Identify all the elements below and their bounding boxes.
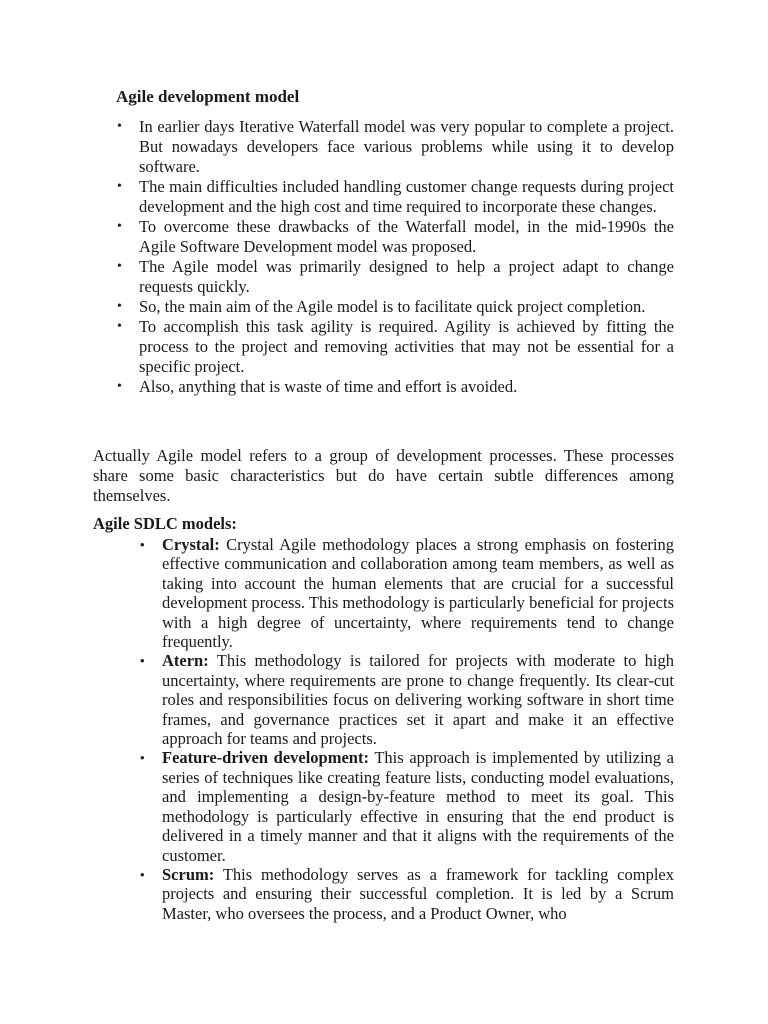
list-item-crystal: [162, 535, 674, 651]
term-description: Crystal Agile methodology places a strong emphasis on fostering effective communication and collaboration among team members, as well as taking into account the human elements that are crucial for a successful development process. This methodology is particularly beneficial for projects with a high degree of uncertainty, where requirements tend to change frequently.: [162, 535, 674, 652]
models-bullet-list: [162, 535, 674, 923]
term-label: Scrum:: [162, 864, 215, 884]
list-item: • So, the main aim of the Agile model is to facilitate quick project completion.: [139, 297, 674, 317]
list-item-atern: [162, 651, 674, 748]
section-heading: Agile SDLC models:: [93, 514, 237, 533]
term-description: This methodology serves as a framework for tackling complex projects and ensuring their successful completion. It is led by a Scrum Master, who oversees the process, and a Product Owner, who: [162, 864, 674, 923]
list-item-feature-driven: [162, 748, 674, 864]
list-item: • Also, anything that is waste of time and effort is avoided.: [139, 377, 674, 397]
list-item: • The Agile model was primarily designed to help a project adapt to change requests quickly.: [139, 257, 674, 297]
list-item: • The main difficulties included handling customer change requests during project development and the high cost and time required to incorporate these changes.: [139, 177, 674, 217]
list-item-scrum: [162, 865, 674, 923]
term-label: Crystal:: [162, 535, 220, 554]
body-paragraph: Actually Agile model refers to a group of development processes. These processes share some basic characteristics but do have certain subtle differences among themselves.: [93, 446, 674, 505]
list-item: • To overcome these drawbacks of the Waterfall model, in the mid-1990s the Agile Software Development model was proposed.: [139, 217, 674, 257]
term-label: Feature-driven development:: [162, 748, 369, 768]
term-description: This approach is implemented by utilizing a series of techniques like creating feature lists, conducting model evaluations, and implementing a design-by-feature method to meet its goal. This methodology is particularly effective in ensuring that the end product is delivered in a timely manner and that it aligns with the requirements of the customer.: [162, 748, 675, 865]
intro-bullet-list: [139, 117, 674, 397]
term-label: Atern:: [162, 651, 209, 671]
term-description: This methodology is tailored for projects with moderate to high uncertainty, where requirements are prone to change frequently. Its clear-cut roles and responsibilities focus on delivering working software in short time frames, and governance practices set it apart and make it an effective approach for teams and projects.: [162, 651, 674, 749]
page-title: Agile development model: [116, 87, 300, 106]
list-item: • In earlier days Iterative Waterfall model was very popular to complete a project. But nowadays developers face various problems while using it to develop software.: [139, 117, 674, 177]
list-item: • To accomplish this task agility is required. Agility is achieved by fitting the process to the project and removing activities that may not be essential for a specific project.: [139, 317, 674, 377]
